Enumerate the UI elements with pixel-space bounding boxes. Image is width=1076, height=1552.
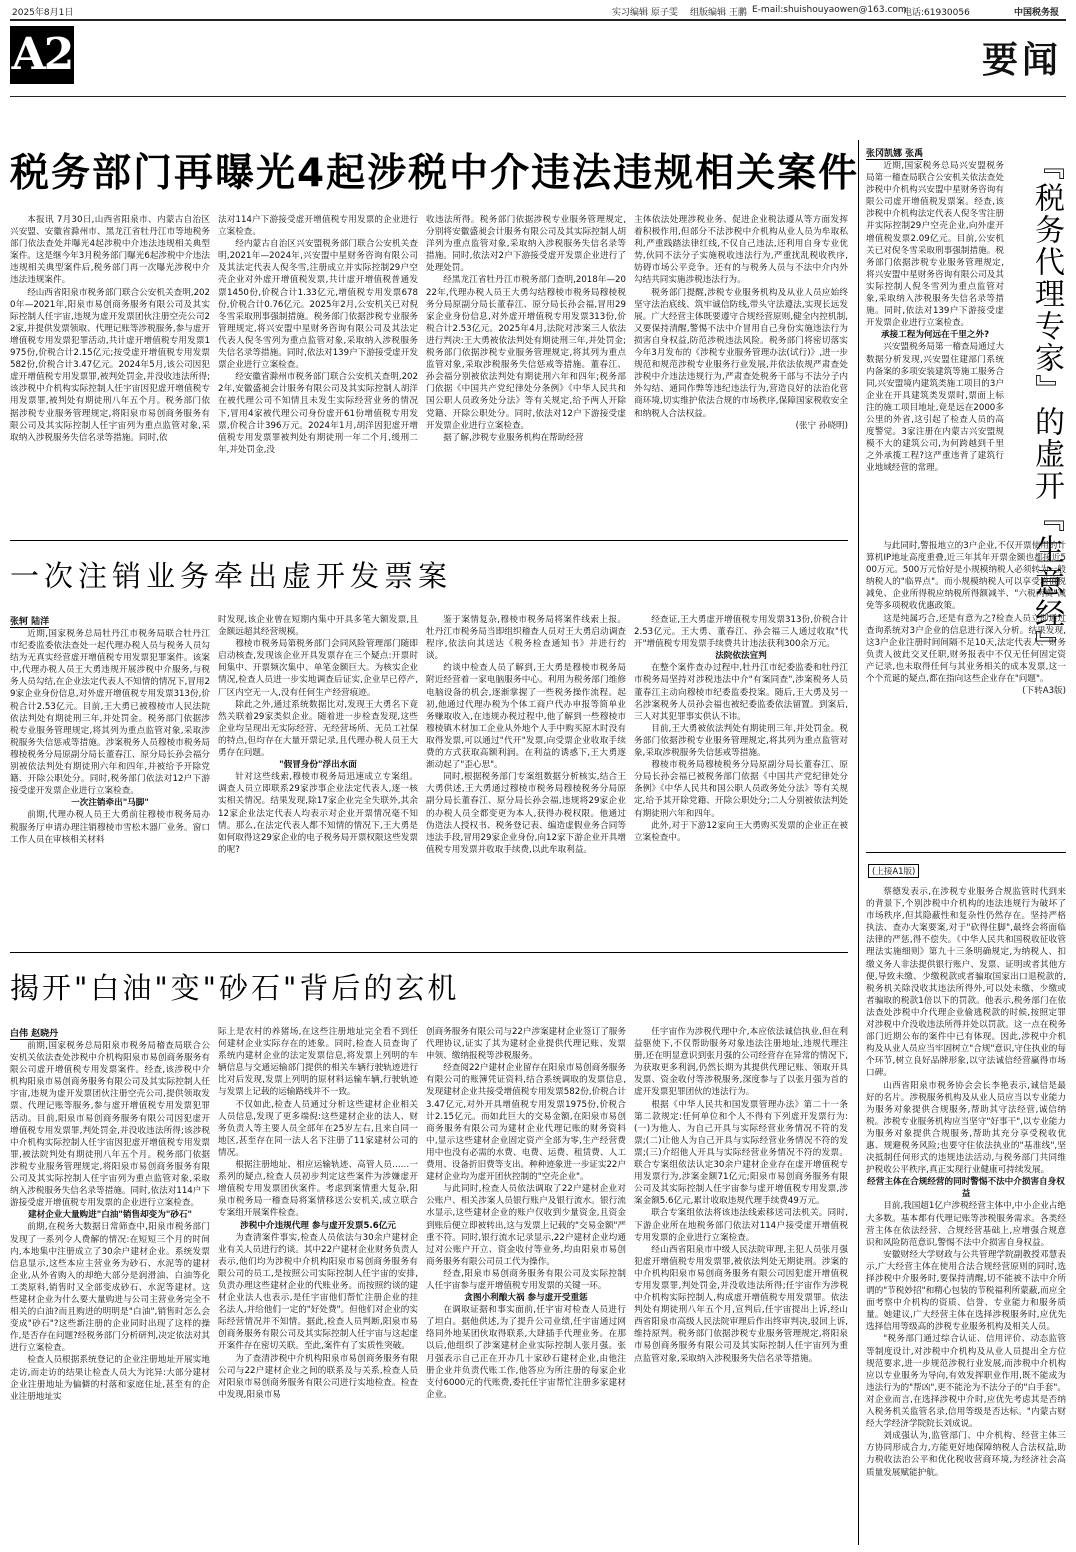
paragraph: 鉴于案情复杂,穆棱市税务局将案件线索上报。牡丹江市税务局当即组织稽查人员对王大勇启动调查程序,依法向其送达《税务检查通知书》并进行约谈。 xyxy=(426,615,626,662)
page-number: A2 xyxy=(10,26,74,84)
paragraph: 收违法所得。税务部门依据涉税专业服务管理规定,分别将安徽盛昶会计服务有限公司及其实际控制人胡洋列为重点监管对象,采取纳入涉税服务失信名录等措施。同时,依法对2户下游接受虚开发票企业进行了处理处罚。 xyxy=(426,215,626,274)
paragraph: "税务部门通过综合认证、信用评价、动态监管等制度设计,对涉税中介机构及从业人员提出全方位规范要求,进一步规范涉税行业发展,而涉税中介机构应以专业服务为导向,有效发挥职业作用,既不能成为违法行为的"帮凶",更不能沦为不法分子的"白手套"。对企业而言,在选择涉税中介时,应优先考虑其是否纳入税务机关监管名录,信用等级是否达标。"内蒙古财经大学经济学院院长刘成说。 xyxy=(866,1334,1066,1430)
paragraph: 创商务服务有限公司与22户涉案建材企业签订了服务代理协议,证实了其为建材企业提供代理记账、发票申领、缴纳报税等涉税服务。 xyxy=(426,1027,626,1062)
paragraph: 此外,对于下游12家向王大勇购买发票的企业正在被立案检查中。 xyxy=(634,820,848,843)
paragraph: 目前,王大勇被依法判处有期徒刑三年,并处罚金。税务部门依据涉税专业服务管理规定,将其列为重点监管对象,采取涉税服务失信惩戒等措施。 xyxy=(634,723,848,759)
subhead: 贪图小利酿大祸 参与虚开受重惩 xyxy=(464,1293,588,1304)
paragraph: 时发现,该企业曾在短期内集中开具多笔大额发票,且金额远超其经营规模。 xyxy=(218,615,418,638)
feature-vertical-title: 『税务代理专家』的虚开『生意经』 xyxy=(1029,150,1064,662)
paragraph: 与此同时,检查人员依法调取了22户建材企业对公账户、相关涉案人员银行账户及银行流水。银行流水显示,这些建材企业的账户仅收到少量资金,且资金到账后便立即被转出,这与发票上记载的"交易金额"严重不符。同时,银行流水记录显示,22户建材企业均通过对公账户开立、资金收付等业务,均由阳泉市易创商务服务有限公司员工代为操作。 xyxy=(426,1184,626,1267)
paragraph: 据了解,涉税专业服务机构在帮助经营 xyxy=(443,432,584,443)
paragraph: 经黑龙江省牡丹江市税务部门查明,2018年—2022年,代理办税人员王大勇勾结穆棱市税务局穆棱税务分局原副分局长董春江、原分局长孙会福,冒用29家企业身份信息,对外虚开增值税专用发票313份,价税合计2.53亿元。2025年4月,法院对涉案三人依法进行判决:王大勇被依法判处有期徒刑三年,并处罚金;税务部门依据涉税专业服务管理规定,将其列为重点监管对象,采取涉税服务失信惩戒等措施。董春江、孙会福分别被依法判处有期徒刑六年和四年;税务部门依据《中国共产党纪律处分条例》《中华人民共和国公职人员政务处分法》等有关规定,给予两人开除党籍、开除公职处分。同时,依法对12户下游接受虚开发票企业进行立案检查。 xyxy=(426,275,626,431)
paragraph: 根据注册地址、相应运输轨迹、高管人员……一系列的疑点,检查人员初步判定这些案件为涉嫌虚开增值税专用发票团伙案件。考虑到案情重大复杂,阳泉市税务局一稽查局将案情移送公安机关,成立联合专案组开展案件检查。 xyxy=(218,1160,418,1219)
article1-headline: 税务部门再曝光4起涉税中介违法违规相关案件 xyxy=(10,151,860,196)
paragraph: 近期,国家税务总局牡丹江市税务局联合牡丹江市纪委监委依法查处一起代理办税人员与税务人员勾结为无真实经营虚开增值税专用发票犯罪案件。该案中,代理办税人员王大勇违规开展涉税中介服务,与税务人员勾结,在企业法定代表人不知情的情况下,冒用29家企业身份信息,对外虚开增值税专用发票313份,价税合计2.53亿元。目前,王大勇已被穆棱市人民法院依法判处有期徒刑三年,并处罚金。税务部门依据涉税专业服务管理规定,将其列为重点监管对象,采取涉税服务失信惩戒等措施。涉案税务人员穆棱市税务局穆棱税务分局原副分局长董春江、原分局长孙会福分别被依法判处有期徒刑六年和四年,并被给予开除党籍、开除公职处分。同时,税务部门依法对12户下游接受虚开发票企业进行立案检查。 xyxy=(10,629,210,797)
paragraph: 在调取证据和事实面前,任宇宙对检查人员进行了坦白。据他供述,为了提升公司业绩,任宇宙通过网络同外地某团伙取得联系,大肆插手代理业务。在那以后,他组织了涉案建材企业实际控制人张月强。张月强表示自己正在开办几十家砂石建材企业,由他注册企业并负责代账工作,他答应为所注册的每家企业支付6000元的代账费,委托任宇宙帮忙注册多家建材企业。 xyxy=(426,1305,626,1400)
paragraph: 针对这些线索,穆棱市税务局迅速成立专案组。调查人员立即联系29家涉事企业法定代表人,逐一核实相关情况。结果发现,除17家企业完全失联外,其余12家企业法定代表人均表示对企业开票情况毫不知情。那么,在法定代表人都不知情的情况下,王大勇是如何取得这29家企业的电子税务局开票权限这些发票的呢? xyxy=(218,772,418,855)
paragraph: 经山西省阳泉市中级人民法院审理,主犯人员张月强犯虚开增值税专用发票罪,被依法判处无期徒刑。涉案的中介机构阳泉市易创商务服务有限公司因犯虚开增值税专用发票罪,判处罚金,并没收违法所得;任宇宙作为涉税中介机构实际控制人,构成虚开增值税专用发票罪。依法判处有期徒刑八年五个月,宣判后,任宇宙提出上诉,经山西省阳泉市高级人民法院审理后作出终审判决,驳回上诉,维持原判。税务部门依据涉税专业服务管理规定,将阳泉市易创商务服务有限公司及其实际控制人任宇宙列为重点监管对象,采取纳入涉税服务失信名录等措施。 xyxy=(634,1244,848,1364)
continued-note: (下转A3版) xyxy=(1022,686,1066,697)
header-rule xyxy=(10,19,1066,21)
paragraph: 前期,代理办税人员王大勇前往穆棱市税务局办税服务厅申请办理注销穆棱市雪松木器厂业务。窗口工作人员在审核相关材料 xyxy=(10,810,210,845)
article2-col1 xyxy=(10,628,210,946)
paragraph: 主体依法处理涉税业务、促进企业税法遵从等方面发挥着积极作用,但部分不法涉税中介机构从业人员为牟取私利,严重践踏法律红线,不仅自己违法,还利用自身专业优势,伙同不法分子实施税收违法行为,严重扰乱税收秩序,妨碍市场公平竞争。还有的与税务人员与不法中介内外勾结共同实施涉税违法行为。 xyxy=(634,215,848,286)
section-title: 要闻 xyxy=(981,39,1062,81)
feature-col2 xyxy=(866,886,1066,1545)
header-rule-bottom xyxy=(10,96,1066,97)
subhead: 承接工程为何远在千里之外? xyxy=(880,330,990,341)
paragraph: 与此同时,警报地立的3户企业,不仅开票使用的计算机IP地址高度重叠,近三年其年开票金额也都接近500万元。500万元恰好是小规模纳税人必须转为一般纳税人的"临界点"。而小规模纳税人可以享受增值税减免、企业所得税应纳税所得额减半、"六税两费"减免等多项税收优惠政策。 xyxy=(866,541,1066,612)
subhead: 法院依法宣判 xyxy=(715,651,767,662)
paragraph: 安徽财经大学财政与公共管理学院副教授邓慧表示,广大经营主体在使用合法合规经营原则的同时,选择涉税中介服务时,要保持清醒,切不能被不法中介所谓的"节税妙招"和精心包装的节税福利所蒙蔽,而应全面考察中介机构的资质、信誉、专业能力和服务质量。她建议,广大经营主体在选择涉税服务时,应优先选择信用等级高的涉税专业服务机构及相关人员。 xyxy=(866,1249,1066,1333)
paragraph: 法对114户下游接受虚开增值税专用发票的企业进行立案检查。 xyxy=(218,215,418,238)
paragraph: 蔡德发表示,在涉税专业服务合规监管时代到来的背景下,个别涉税中介机构的违法违规行为破坏了市场秩序,但其隐蔽性和复杂性仍然存在。坚持严格执法、查办大案要案,对于"砍得住脚",最终会将面临法律的严惩,得不偿失。《中华人民共和国税收征收管理法实施细则》第九十三条明确规定,为纳税人、扣缴义务人非法提供银行账户、发票、证明或者其他方便,导致未缴、少缴税款或者骗取国家出口退税款的,税务机关除没收其违法所得外,可以处未缴、少缴或者骗取的税款1倍以下的罚款。他表示,税务部门在依法查处涉税中介代理企业偷逃税款的时候,按照定罪对涉税中介没收违法所得并处以罚款。这一点在税务部门近期公布的案件中已有体现。因此,涉税中介机构及从业人员应当牢固树立"合规"意识,守住执业的每个环节,树立良好品牌形象,以守法诚信经营赢得市场口碑。 xyxy=(866,887,1066,1079)
continued-from-label: (上接A1版) xyxy=(868,864,919,878)
paragraph: 不仅如此,检查人员通过分析这些建材企业相关人员信息,发现了更多端倪:这些建材企业的法人、财务负责人等主要人员全部年在25岁左右,且来自同一地区,甚至存在同一法人名下注册了11家建材公司的情况。 xyxy=(218,1099,418,1158)
paragraph: 经查,阳泉市易创商务服务有限公司及实际控制人任宇宙参与虚开增值税专用发票的关键一环。 xyxy=(426,1268,626,1291)
paragraph: 经山西省阳泉市税务部门联合公安机关查明,2020年—2021年,阳泉市易创商务服务有限公司及其实际控制人任宇宙,违规为虚开发票团伙注册空壳公司22家,并提供发票领取、代理记账等涉税服务,参与虚开增值税专用发票犯罪活动,共计虚开增值税专用发票1975份,价税合计2.15亿元;按受虚开增值税专用发票582份,价税合计3.47亿元。2024年5月,该公司因犯虚开增值税专用发票罪,被判处罚金,并没收违法所得;该涉税中介机构实际控制人任宇宙因犯虚开增值税专用发票罪,被判处有期徒刑八年五个月。税务部门依据涉税专业服务管理规定,将阳泉市易创商务服务有限公司及其实际控制人任宇宙列为重点监管对象,采取纳入涉税服务失信名录等措施。同时,依 xyxy=(10,287,210,443)
article1-author: (张宁 孙晓明) xyxy=(795,420,848,431)
article1-col1 xyxy=(10,214,210,520)
subhead: 一次注销牵出"马脚" xyxy=(71,798,149,809)
paragraph: 兴安盟税务局第一稽查局通过大数据分析发现,兴安盟住建部门系统内备案的多项安装建筑等施工服务合同,兴安盟境内建筑类施工项目的3户企业在开具建筑类发票时,票面上标注的施工项目地址,竟是远在2000多公里的外省,这引起了检查人员的高度警觉。3家注册在内蒙古兴安盟规模不大的建筑公司,为何跨越到千里之外承揽工程?这严重违背了建筑行业地域经营的常理。 xyxy=(866,342,1004,474)
paragraph: 这是纯属巧合,还是有意为之?检查人员立即通过查询系统对3户企业的信息进行深入分析。结果发现,这3户企业注册时间间隔不足10天,法定代表人、财务负责人彼此交叉任职,财务报表中不仅无任何固定资产记录,也未取得任何与其业务相关的成本发票,这一个个荒诞的疑点,都在指向这些企业存在"问题"。 xyxy=(866,613,1066,685)
article1-col4 xyxy=(634,214,848,520)
article2-byline: 张轲 陆洋 xyxy=(10,614,49,628)
paper-name: 中国税务报 xyxy=(1014,8,1060,18)
article1-col2 xyxy=(218,214,418,520)
paragraph: 前期,在税务大数据日常筛查中,阳泉市税务部门发现了一系列令人费解的情况:在短短三个月的时间内,本地集中注册成立了30余户建材企业。系统发票信息显示,这些本应主营业务为砂石、水泥等的建材企业,从外省购入的却绝大部分是润滑油、白油等化工类原料,销售时又全部变成砂石、水泥等建材。这些建材企业为什么要大量购进与公司主营业务完全不相关的白油?而且购进的明明是"白油",销售时怎么会变成"砂石"?这些新注册的企业同时出现了这样的操作,是否存在问题?经税务部门分析研判,决定依法对其进行立案检查。 xyxy=(10,1222,210,1354)
paragraph: 税务部门提醒,涉税专业服务机构及从业人员应始终坚守法治底线、筑牢诚信防线,带头守法遵法,实现长远发展。广大经营主体既要遵守合规经营原则,健全内控机制,又要保持清醒,警惕不法中介冒用自己身份实施违法行为损害自身权益,防范涉税违法风险。税务部门将密切落实今年3月发布的《涉税专业服务管理办法(试行)》,进一步规范和规范涉税专业服务行业发展,并依法依规严肃查处涉税中介违法违规行为,严肃查处税务干部与不法分子内外勾结、通同作弊等违纪违法行为,营造良好的法治化营商环境,切实维护依法合规的市场秩序,保障国家税收安全和纳税人合法权益。 xyxy=(634,287,848,419)
paragraph: 经内蒙古自治区兴安盟税务部门联合公安机关查明,2021年—2024年,兴安盟中星财务咨询有限公司及其法定代表人倪冬雪,注册成立并实际控制29户空壳企业对外虚开增值税发票,共计虚开增值税普通发票1450份,价税合计1.33亿元,增值税专用发票678份,价税合计0.76亿元。2025年2月,公安机关已对倪冬雪采取刑事强制措施。税务部门依据涉税专业服务管理规定,将兴安盟中星财务咨询有限公司及其法定代表人倪冬雪列为重点监管对象,采取纳入涉税服务失信名录等措施。同时,依法对139户下游接受虚开发票企业进行立案检查。 xyxy=(218,239,418,371)
paragraph: 本报讯 7月30日,山西省阳泉市、内蒙古自治区兴安盟、安徽省滁州市、黑龙江省牡丹江市等地税务部门依法查处并曝光4起涉税中介违法违规相关典型案件。这是继今年3月税务部门曝光6起涉税中介违法违规相关典型案件后,税务部门再一次曝光涉税中介违法违规案件。 xyxy=(10,215,210,286)
paragraph: 经安徽省滁州市税务部门联合公安机关查明,2022年,安徽盛昶会计服务有限公司及其实际控制人胡洋在被代理公司不知情且未发生实际经营业务的情况下,冒用4家被代理公司身份虚开61份增值税专用发票,价税合计396万元。2024年1月,胡洋因犯虚开增值税专用发票罪被判处有期徒刑一年二个月,缓刑二年,并处罚金,没 xyxy=(218,372,418,455)
feature-col1-cont xyxy=(866,540,1066,840)
paragraph: 目前,我国超1亿户涉税经营主体中,中小企业占绝大多数。基本都有代理记账等涉税服务需求。各类经营主体在依法经营、合规经营基础上,应增强合规意识和风险防范意识,警惕不法中介损害自身权益。 xyxy=(866,1201,1066,1248)
article-divider xyxy=(10,952,848,953)
paragraph: 同时,根据税务部门专案组数据分析核实,结合王大勇供述,王大勇通过穆棱市税务局穆棱税务分局原副分局长董春江、原分局长孙会福,违规将29家企业的办税人员全都变更为本人,获得办税权限。他通过伪造法人授权书、税务登记表、编造虚假业务合同等违法手段,冒用29家企业身份,向12家下游企业开具增值税专用发票并收取手续费,以此牟取利益。 xyxy=(426,772,626,855)
feature-byline: 张冈凯娜 张禹 xyxy=(866,146,923,160)
paragraph: 穆棱市税务局穆棱税务分局原副分局长董春江、原分局长孙会福已被税务部门依据《中国共产党纪律处分条例》《中华人民共和国公职人员政务处分法》等有关规定,给予其开除党籍、开除公职处分;二人分别被依法判处有期徒刑六年和四年。 xyxy=(634,760,848,819)
column-separator xyxy=(858,140,859,1545)
paragraph: 在整个案件查办过程中,牡丹江市纪委监委和牡丹江市税务局坚持对涉税违法中介"有案同查",涉案税务人员董春江主动向穆棱市纪委监委投案。随后,王大勇及另一名涉案税务人员孙会福也被纪委监委依法留置。到案后,三人对其犯罪事实供认不讳。 xyxy=(634,663,848,722)
paragraph: 检查人员根据系统登记的企业注册地址开展实地走访,而走访的结果让检查人员大为诧异:大部分建材企业注册地址为偏僻的村落和家庭住址,甚至有的企业注册地址实 xyxy=(10,1355,210,1402)
subhead: "假冒身份"浮出水面 xyxy=(279,760,357,771)
article2-col3 xyxy=(426,614,626,946)
paragraph: 约谈中检查人员了解到,王大勇是穆棱市税务局附近经营着一家电脑服务中心。利用为税务部门维修电脑设备的机会,逐渐掌握了一些税务操作流程。起初,他通过代理办税为个体工商户代办申报等简单业务赚取收入,在违规办税过程中,他了解到一些穆棱市穆棱镇木材加工企业从外地个人手中购买原木时没有取得发票,可以通过"代开"发票,向受票企业收取手续费的方式获取高额利润。在利益的诱惑下,王大勇逐渐动起了"歪心思"。 xyxy=(426,663,626,771)
paragraph: 近期,国家税务总局兴安盟税务局第一稽查局联合公安机关依法查处涉税中介机构兴安盟中星财务咨询有限公司虚开增值税发票案。经查,该涉税中介机构法定代表人倪冬雪注册并实际控制29户空壳企业,向外虚开增值税发票2.09亿元。目前,公安机关已对倪冬雪采取刑事强制措施。税务部门依据涉税专业服务管理规定,将兴安盟中星财务咨询有限公司及其实际控制人倪冬雪列为重点监管对象,采取纳入涉税服务失信名录等措施。同时,依法对139户下游接受虚开发票企业进行立案检查。 xyxy=(866,161,1004,329)
article3-headline: 揭开"白油"变"砂石"背后的玄机 xyxy=(10,971,460,1005)
article3-col3 xyxy=(426,1026,626,1545)
issue-date: 2025年8月1日 xyxy=(12,8,74,18)
article2-col2 xyxy=(218,614,418,946)
group-editor: 组版编辑 王鹏 xyxy=(690,8,747,18)
article3-col2 xyxy=(218,1026,418,1545)
paragraph: 经查阅22户建材企业留存在阳泉市易创商务服务有限公司的账簿凭证资料,结合系统调取的发票信息,发现建材企业共接受增值税专用发票582份,价税合计3.47亿元,对外开具增值税专用发票1975份,价税合计2.15亿元。而如此巨大的交易金额,在阳泉市易创商务服务有限公司为建材企业代理记账的财务资料中,显示这些建材企业固定资产全部为零,生产经营费用中也没有必需的水费、电费、运费、租赁费、人工费用、设备折旧费等支出。种种迹象进一步证实22户建材企业均为虚开团伙控制的"空壳企业"。 xyxy=(426,1063,626,1183)
article1-col3 xyxy=(426,214,626,520)
paragraph: 山西省阳泉市税务协会会长李艳表示,诚信是最好的名片。涉税服务机构及从业人员应当以专业能力为服务对象提供合规服务,帮助其守法经营,诚信纳税。涉税专业服务机构应当坚守"好事干",以专业能力为服务对象提供合规服务,帮助其充分享受税收优惠、规避税务风险;也要守住依法执业的"基准线",坚决抵制任何形式的违规违法活动,与税务部门共同维护税收公平秩序,真正实现行业健康可持续发展。 xyxy=(866,1080,1066,1176)
feature-divider xyxy=(866,852,1066,853)
subhead: 建材企业大量购进"白油"销售却变为"砂石" xyxy=(27,1210,192,1221)
paragraph: 为查清案件事实,检查人员依法与30余户建材企业有关人员进行约谈。其中22户建材企业财务负责人表示,他们均为涉税中介机构阳泉市易创商务服务有限公司的员工,是按照公司实际控制人任宇宙的安排,负责办理这些建材企业的代账业务。而按照约谈的建材企业法人也表示,是任宇宙他们帮忙注册企业的挂名法人,并给他们一定的"好处费"。但他们对企业的实际经营情况并不知情。据此,检查人员判断,阳泉市易创商务服务有限公司及其实际控制人任宇宙与这起虚开案件存在密切关联。至此,案件有了实质性突破。 xyxy=(218,1232,418,1352)
paragraph: 除此之外,通过系统数据比对,发现王大勇名下竟然关联着29家类似企业。随着进一步检查发现,这些企业均呈现出无实际经营、无经营场所、无员工社保的特点,但均存在大量开票记录,且代理办税人员王大勇存在问题。 xyxy=(218,699,418,759)
article2-headline: 一次注销业务牵出虚开发票案 xyxy=(10,559,453,593)
paragraph: 联合专案组依法将该违法线索移送司法机关。同时,下游企业所在地税务部门依法对114户接受虚开增值税专用发票的企业进行立案检查。 xyxy=(634,1208,848,1243)
subhead: 涉税中介违规代理 参与虚开发票5.6亿元 xyxy=(240,1220,396,1231)
subhead: 经营主体在合规经营的同时警惕不法中介损害自身权益 xyxy=(867,1177,1065,1200)
intern-editor: 实习编辑 原子雯 xyxy=(612,8,678,18)
paragraph: 穆棱市税务局第税务部门会同风险管理部门随即启动核查,发现该企业开具发票存在三个疑点:开票时间集中、开票频次集中、单笔金额巨大。为核实企业情况,检查人员进一步实地调查后证实,企业早已停产,厂区内空无一人,没有任何生产经营痕迹。 xyxy=(218,639,418,698)
paragraph: 任宇宙作为涉税代理中介,本应依法诚信执业,但在利益驱使下,不仅帮助服务对象违法注册地址,违规代理注册,还在明显意识到张月强的公司经营存在异常的情况下,为获取更多利润,仍然长期为其提供代理记账、领取开具发票、资金收付等涉税服务,深度参与了以张月强为首的虚开发票犯罪团伙的违法行为。 xyxy=(634,1027,848,1098)
article2-col4 xyxy=(634,614,848,946)
article-divider xyxy=(10,540,848,541)
paragraph: 际上是农村的养猪场,在这些注册地址完全看不到任何建材企业实际存在的迹象。同时,检查人员查询了系统内建材企业的法定发票信息,将发票上列明的车辆信息与交通运输部门提供的相关车辆行驶轨迹进行比对后发现,发票上列明的原材料运输车辆,行驶轨迹与发票上记载的运输路线并不一致。 xyxy=(218,1027,418,1098)
paragraph: 根据《中华人民共和国发票管理办法》第二十一条第二款规定:任何单位和个人不得有下列虚开发票行为:(一)为他人、为自己开具与实际经营业务情况不符的发票;(二)让他人为自己开具与实际经营业务情况不符的发票;(三)介绍他人开具与实际经营业务情况不符的发票。联合专案组依法认定30余户建材企业存在虚开增值税专用发票行为,涉案金额71亿元;阳泉市易创商务服务有限公司及其实际控制人任宇宙参与虚开增值税专用发票,涉案金额5.6亿元,累计收取违规代理手续费49万元。 xyxy=(634,1099,848,1207)
article3-col1 xyxy=(10,1040,210,1545)
article3-byline: 白伟 赵晓丹 xyxy=(10,1026,58,1040)
article3-col4 xyxy=(634,1026,848,1545)
paragraph: 刘成强认为,监管部门、中介机构、经营主体三方协同形成合力,方能更好地保障纳税人合法权益,助力税收法治公平和优化税收营商环境,为经济社会高质量发展赋能护航。 xyxy=(866,1431,1066,1478)
contact-email[interactable]: E-mail:shuishouyaowen@163.com xyxy=(752,5,907,15)
paragraph: 为了查清涉税中介机构阳泉市易创商务服务有限公司与22户建材企业之间的联系及与关系,检查人员对阳泉市易创商务服务有限公司进行实地检查。检查中发现,阳泉市易 xyxy=(218,1353,418,1400)
paragraph: 经查证,王大勇虚开增值税专用发票313份,价税合计2.53亿元。王大勇、董春江、孙会福三人通过收取"代开"增值税专用发票手续费共计违法获利300余万元。 xyxy=(634,615,848,650)
contact-phone: 电话:61930056 xyxy=(903,8,970,18)
paragraph: 前期,国家税务总局阳泉市税务局稽查局联合公安机关依法查处涉税中介机构阳泉市易创商务服务有限公司虚开增值税专用发票案件。经查,该涉税中介机构阳泉市易创商务服务有限公司及其实际控制人任宇宙,违规为虚开发票团伙注册空壳公司,提供领取发票、代理记账等服务,参与虚开增值税专用发票犯罪活动。目前,阳泉市易创商务服务有限公司因犯虚开增值税专用发票罪,判处罚金,并没收违法所得;该涉税中介机构实际控制人任宇宙因犯虚开增值税专用发票罪,被法院判处有期徒刑八年五个月。税务部门依据涉税专业服务管理规定,将阳泉市易创商务服务有限公司及其实际控制人任宇宙列为重点监管对象,采取纳入涉税服务失信名录等措施。同时,依法对114户下游接受虚开增值税专用发票的企业进行立案检查。 xyxy=(10,1041,210,1209)
